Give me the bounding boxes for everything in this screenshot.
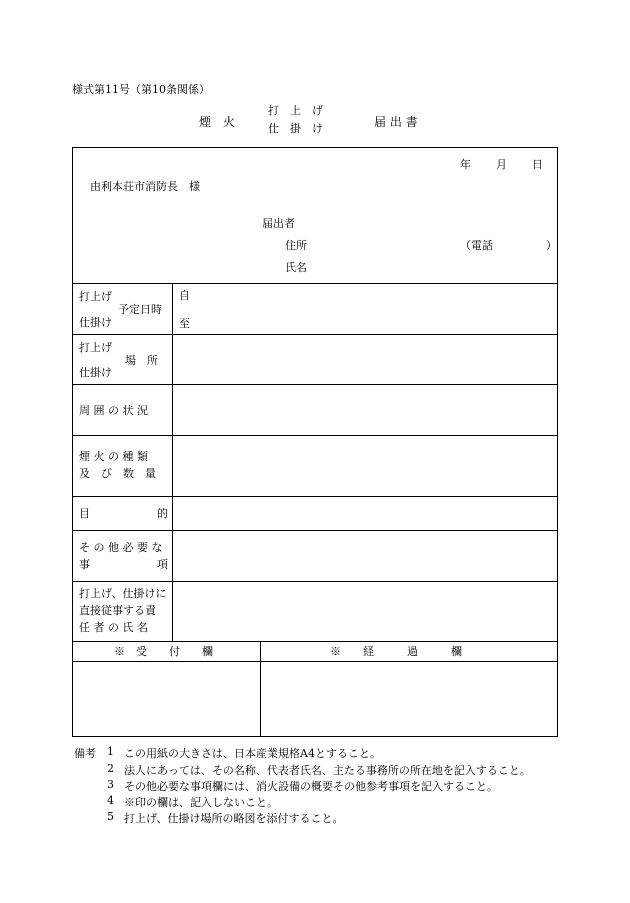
row-divider (72, 661, 558, 662)
note-number: 5 (107, 810, 114, 823)
schedule-mid: 予定日時 (118, 303, 162, 316)
applicant-label: 届出者 (262, 217, 295, 230)
row-divider (72, 435, 558, 436)
row-divider (72, 496, 558, 497)
place-mid: 場 所 (125, 354, 158, 367)
addressee: 由利本荘市消防長 様 (90, 180, 200, 193)
bottom-column-divider (260, 641, 261, 737)
reception-header: ※ 受 付 欄 (114, 645, 213, 658)
note-text: ※印の欄は、記入しないこと。 (124, 796, 278, 809)
note-number: 2 (107, 762, 114, 775)
label-column-divider (172, 283, 173, 641)
schedule-from: 自 (179, 289, 190, 302)
date-day-label: 日 (532, 158, 543, 171)
place-line1: 打上げ (79, 341, 112, 354)
notes-label: 備考 (74, 747, 96, 760)
name-label: 氏名 (285, 261, 307, 274)
responsible-line1: 打上げ、仕掛けに (79, 587, 167, 600)
row-divider (72, 530, 558, 531)
date-year-label: 年 (460, 158, 471, 171)
address-label: 住所 (285, 239, 307, 252)
schedule-line1: 打上げ (79, 290, 112, 303)
row-divider (72, 581, 558, 582)
phone-label: （電話 (460, 239, 493, 252)
title-word-notification: 届 出 書 (374, 115, 418, 129)
note-text: 打上げ、仕掛け場所の略図を添付すること。 (124, 812, 344, 825)
place-line2: 仕掛け (79, 366, 112, 379)
purpose-right: 的 (157, 507, 168, 520)
row-divider (72, 334, 558, 335)
note-text: 法人にあっては、その名称、代表者氏名、主たる事務所の所在地を記入すること。 (124, 764, 531, 777)
form-number: 様式第11号（第10条関係） (72, 83, 210, 96)
title-stack-top: 打 上 げ (268, 104, 323, 117)
other-left: 事 (79, 558, 90, 571)
date-month-label: 月 (496, 158, 507, 171)
surroundings-label: 周 囲 の 状 況 (79, 404, 148, 417)
progress-header: ※ 経 過 欄 (330, 645, 462, 658)
row-divider (72, 384, 558, 385)
fireworks-line1: 煙 火 の 種 類 (79, 450, 148, 463)
purpose-left: 目 (79, 507, 90, 520)
responsible-line2: 直接従事する責 (79, 604, 156, 617)
phone-close: ） (546, 239, 557, 252)
note-text: この用紙の大きさは、日本産業規格A4とすること。 (124, 747, 381, 760)
other-line1: そ の 他 必 要 な (79, 541, 163, 554)
title-word-fireworks: 煙 火 (199, 115, 236, 129)
note-number: 1 (107, 745, 114, 758)
schedule-to: 至 (179, 317, 190, 330)
note-number: 4 (107, 794, 114, 807)
schedule-line2: 仕掛け (79, 316, 112, 329)
title-stack-bottom: 仕 掛 け (268, 122, 323, 135)
row-divider (72, 641, 558, 642)
note-text: その他必要な事項欄には、消火設備の概要その他参考事項を記入すること。 (124, 780, 498, 793)
responsible-line3: 任 者 の 氏 名 (79, 621, 148, 634)
other-right: 項 (157, 558, 168, 571)
row-divider (72, 283, 558, 284)
fireworks-line2: 及 び 数 量 (79, 467, 156, 480)
note-number: 3 (107, 778, 114, 791)
